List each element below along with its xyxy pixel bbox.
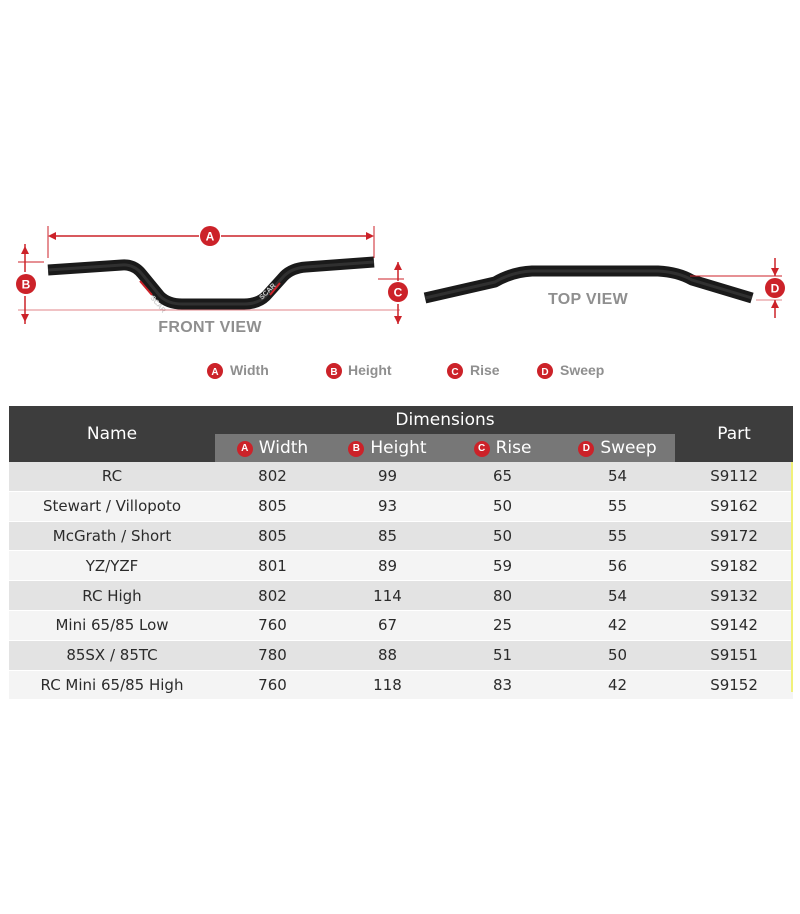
row-part: S9162 <box>675 491 793 521</box>
table-row <box>9 640 793 670</box>
row-rise: 83 <box>445 670 560 700</box>
row-rise: 80 <box>445 581 560 611</box>
top-view-label: TOP VIEW <box>547 291 629 308</box>
row-name: McGrath / Short <box>9 521 215 551</box>
row-part: S9151 <box>675 640 793 670</box>
dimensions-table <box>9 406 793 700</box>
name-column-header: Name <box>9 406 215 462</box>
marker-a-letter: A <box>205 229 215 244</box>
row-height: 88 <box>330 640 445 670</box>
legend-c-letter: C <box>451 367 459 378</box>
height-badge-icon: B <box>348 441 364 457</box>
row-part: S9182 <box>675 551 793 581</box>
row-width: 801 <box>215 551 330 581</box>
row-width: 805 <box>215 491 330 521</box>
legend-b-letter: B <box>330 367 338 378</box>
row-rise: 50 <box>445 521 560 551</box>
row-name: YZ/YZF <box>9 551 215 581</box>
row-part: S9152 <box>675 670 793 700</box>
legend <box>207 362 604 379</box>
table-row <box>9 521 793 551</box>
height-dimension <box>18 244 400 324</box>
width-badge-icon: A <box>237 441 253 457</box>
row-rise: 50 <box>445 491 560 521</box>
legend-c-label: Rise <box>470 362 500 378</box>
width-column-header <box>215 434 330 462</box>
row-rise: 65 <box>445 462 560 491</box>
rise-column-label: Rise <box>495 438 532 458</box>
rise-badge-icon: C <box>474 441 490 457</box>
row-sweep: 55 <box>560 521 675 551</box>
row-sweep: 42 <box>560 610 675 640</box>
row-sweep: 54 <box>560 581 675 611</box>
row-part: S9132 <box>675 581 793 611</box>
legend-a-label: Width <box>230 362 269 378</box>
table-row <box>9 551 793 581</box>
sweep-column-label: Sweep <box>600 438 657 458</box>
row-width: 760 <box>215 610 330 640</box>
row-rise: 51 <box>445 640 560 670</box>
row-height: 67 <box>330 610 445 640</box>
marker-c-letter: C <box>393 285 403 300</box>
row-width: 802 <box>215 462 330 491</box>
front-view-handlebar <box>48 262 374 314</box>
row-rise: 59 <box>445 551 560 581</box>
sweep-column-header <box>560 434 675 462</box>
row-sweep: 42 <box>560 670 675 700</box>
legend-b-label: Height <box>348 362 392 378</box>
table-row <box>9 491 793 521</box>
row-height: 89 <box>330 551 445 581</box>
marker-d-letter: D <box>770 281 780 296</box>
front-view-label: FRONT VIEW <box>158 319 262 336</box>
row-width: 802 <box>215 581 330 611</box>
rise-column-header <box>445 434 560 462</box>
width-column-label: Width <box>258 438 309 458</box>
height-column-label: Height <box>370 438 427 458</box>
row-rise: 25 <box>445 610 560 640</box>
row-height: 93 <box>330 491 445 521</box>
row-name: 85SX / 85TC <box>9 640 215 670</box>
row-name: RC <box>9 462 215 491</box>
row-sweep: 50 <box>560 640 675 670</box>
row-width: 805 <box>215 521 330 551</box>
row-height: 118 <box>330 670 445 700</box>
handlebar-diagram <box>0 0 800 400</box>
right-edge-divider <box>791 462 793 692</box>
row-name: RC High <box>9 581 215 611</box>
row-sweep: 54 <box>560 462 675 491</box>
marker-b-letter: B <box>21 277 31 292</box>
row-height: 99 <box>330 462 445 491</box>
legend-d-label: Sweep <box>560 362 605 378</box>
legend-a-letter: A <box>211 367 219 378</box>
front-right-brand: SCAR <box>258 282 278 302</box>
row-sweep: 56 <box>560 551 675 581</box>
sweep-badge-icon: D <box>578 441 594 457</box>
row-part: S9112 <box>675 462 793 491</box>
table-row <box>9 670 793 700</box>
row-name: RC Mini 65/85 High <box>9 670 215 700</box>
part-column-header: Part <box>675 406 793 462</box>
row-height: 114 <box>330 581 445 611</box>
row-name: Stewart / Villopoto <box>9 491 215 521</box>
row-width: 760 <box>215 670 330 700</box>
row-name: Mini 65/85 Low <box>9 610 215 640</box>
legend-d-letter: D <box>541 367 549 378</box>
row-height: 85 <box>330 521 445 551</box>
row-sweep: 55 <box>560 491 675 521</box>
table-row <box>9 462 793 491</box>
row-part: S9142 <box>675 610 793 640</box>
row-part: S9172 <box>675 521 793 551</box>
table-row <box>9 610 793 640</box>
table-row <box>9 581 793 611</box>
height-column-header <box>330 434 445 462</box>
front-left-brand: SCAR <box>148 294 167 315</box>
dimensions-group-header: Dimensions <box>215 406 675 434</box>
row-width: 780 <box>215 640 330 670</box>
